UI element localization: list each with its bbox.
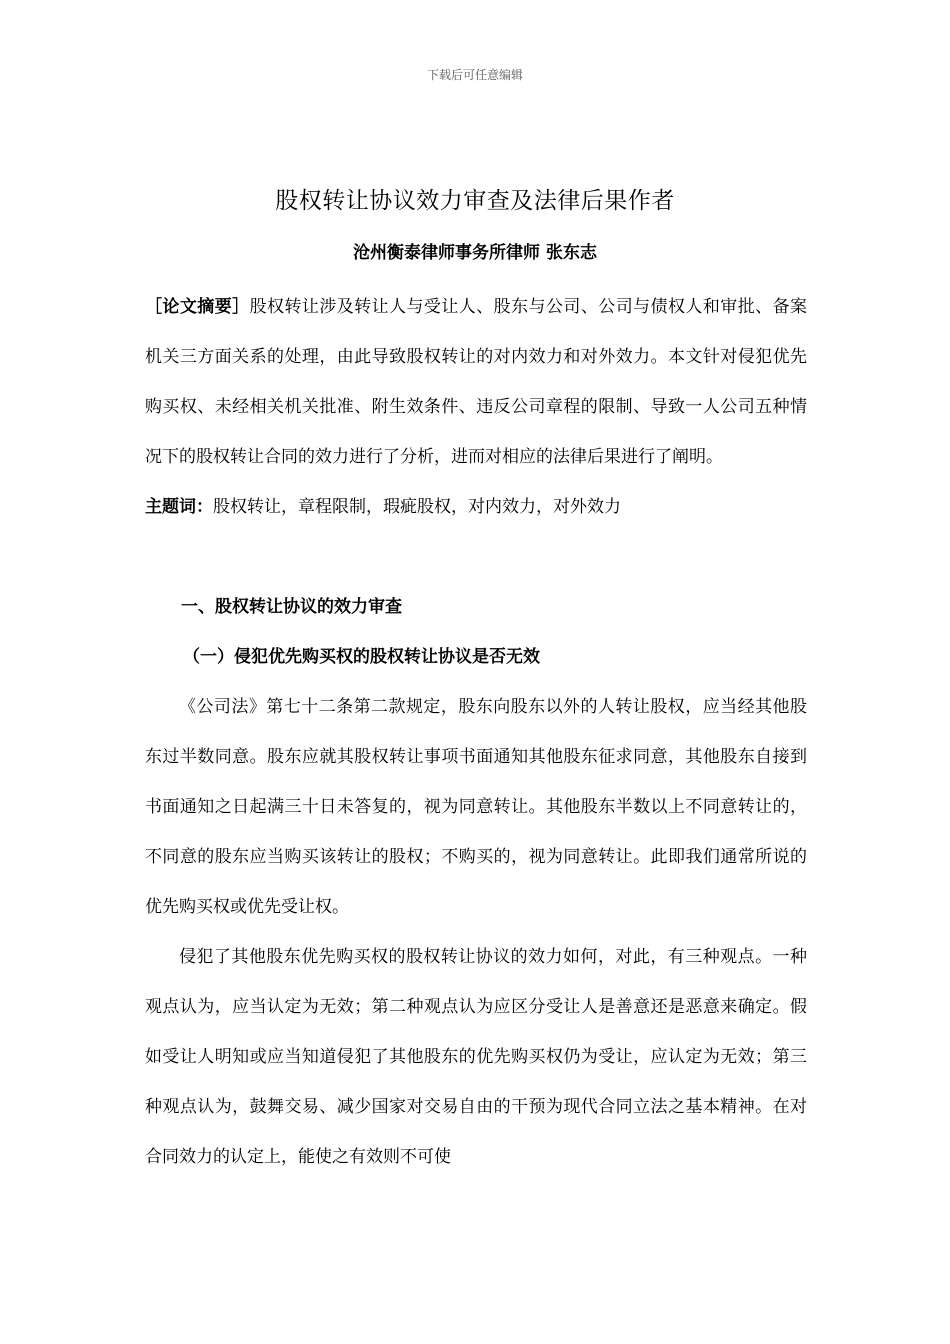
keywords-text: 股权转让，章程限制，瑕疵股权，对内效力，对外效力 <box>213 497 621 517</box>
body-paragraph: 侵犯了其他股东优先购买权的股权转让协议的效力如何，对此，有三种观点。一种观点认为，应当认定为无效；第二种观点认为应区分受让人是善意还是恶意来确定。假如受让人明知或应当知道侵犯了其他股东的优先购买权仍为受让，应认定为无效；第三种观点认为，鼓舞交易、减少国家对交易自由的干预为现代合同立法之基本精神。在对合同效力的认定上，能使之有效则不可使 <box>145 947 807 1167</box>
abstract-paragraph <box>145 282 807 482</box>
abstract-label: ［论文摘要］ <box>145 297 250 317</box>
body-paragraph: 《公司法》第七十二条第二款规定，股东向股东以外的人转让股权，应当经其他股东过半数同意。股东应就其股权转让事项书面通知其他股东征求同意，其他股东自接到书面通知之日起满三十日未答复的，视为同意转让。其他股东半数以上不同意转让的，不同意的股东应当购买该转让的股权；不购买的，视为同意转让。此即我们通常所说的优先购买权或优先受让权。 <box>145 697 807 917</box>
keywords-label: 主题词： <box>145 497 213 517</box>
document-title: 股权转让协议效力审查及法律后果作者 <box>275 188 675 214</box>
section-heading: 一、股权转让协议的效力审查 <box>181 597 402 617</box>
keywords-paragraph <box>145 482 807 532</box>
subsection-heading: （一）侵犯优先购买权的股权转让协议是否无效 <box>183 647 540 667</box>
document-body <box>145 282 807 1182</box>
author-line: 沧州衡泰律师事务所律师 张东志 <box>353 243 597 263</box>
blank-line <box>145 532 807 582</box>
abstract-text: 股权转让涉及转让人与受让人、股东与公司、公司与债权人和审批、备案机关三方面关系的处理，由此导致股权转让的对内效力和对外效力。本文针对侵犯优先购买权、未经相关机关批准、附生效条件、违反公司章程的限制、导致一人公司五种情况下的股权转让合同的效力进行了分析，进而对相应的法律后果进行了阐明。 <box>145 297 808 467</box>
header-note: 下载后可任意编辑 <box>426 68 523 82</box>
